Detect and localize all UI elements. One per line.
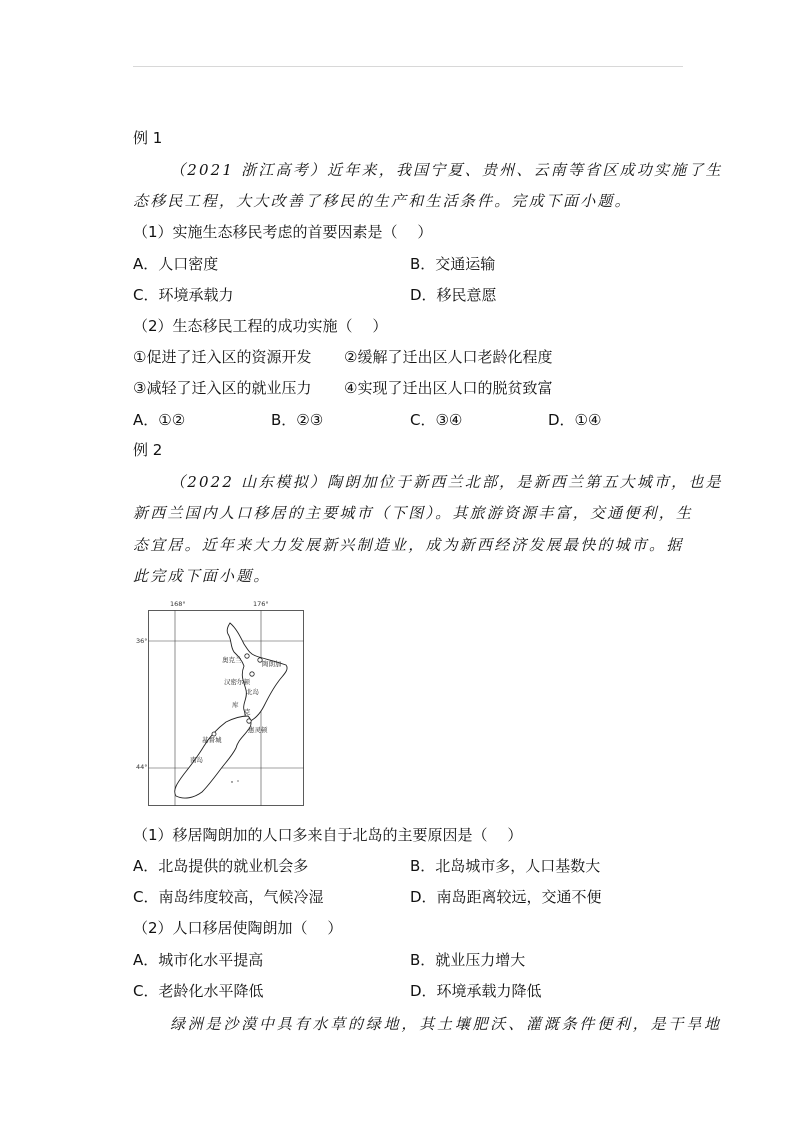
example-1-label: 例 1 [133,129,163,147]
ex1-q2-statement-2: ②缓解了迁出区人口老龄化程度 [344,348,553,366]
ex2-q2-option-c[interactable]: C．老龄化水平降低 [133,982,264,1000]
ex1-q1-option-b[interactable]: B．交通运输 [410,255,496,273]
ex2-q1-option-c[interactable]: C．南岛纬度较高，气候冷湿 [133,888,324,906]
example-2-label: 例 2 [133,441,163,459]
label-ke: 克 [244,708,251,716]
example-2-intro-line1: （2022 山东模拟）陶朗加位于新西兰北部，是新西兰第五大城市，也是 [170,473,723,491]
hamilton-marker [250,672,254,676]
ex2-q2-option-a[interactable]: A．城市化水平提高 [133,951,264,969]
example-1-intro-line2: 态移民工程，大大改善了移民的生产和生活条件。完成下面小题。 [133,192,632,210]
ex2-q1-option-d[interactable]: D．南岛距离较远，交通不便 [410,888,602,906]
map-lat-label-44: 44° [136,763,148,771]
wellington-marker [247,719,251,723]
map-lon-label-168: 168° [170,600,186,608]
ex1-q1-option-c[interactable]: C．环境承载力 [133,286,234,304]
map-lon-label-176: 176° [253,600,269,608]
ex2-q1-stem: （1）移居陶朗加的人口多来自于北岛的主要原因是（ ） [133,826,523,844]
map-frame [149,611,304,806]
ex1-q2-statement-1: ①促进了迁入区的资源开发 [133,348,312,366]
label-south-island: 南岛 [190,756,203,764]
new-zealand-map [148,610,304,806]
example-2-intro-line4: 此完成下面小题。 [133,567,271,585]
label-wellington: 惠灵顿 [248,726,268,734]
ex1-q1-stem: （1）实施生态移民考虑的首要因素是（ ） [133,223,433,241]
map-speck [237,780,238,781]
map-lat-label-36: 36° [136,637,148,645]
ex1-q2-statement-3: ③减轻了迁入区的就业压力 [133,379,312,397]
header-rule [133,66,683,67]
ex2-q2-option-d[interactable]: D．环境承载力降低 [410,982,542,1000]
ex2-q2-option-b[interactable]: B．就业压力增大 [410,951,526,969]
ex2-q2-stem: （2）人口移居使陶朗加（ ） [133,919,343,937]
label-north-island: 北岛 [246,688,259,696]
ex2-q1-option-a[interactable]: A．北岛提供的就业机会多 [133,857,309,875]
next-passage-text: 绿洲是沙漠中具有水草的绿地，其土壤肥沃、灌溉条件便利，是干旱地 [170,1015,722,1033]
ex1-q2-option-d[interactable]: D．①④ [548,411,602,429]
label-hamilton: 汉密尔顿 [224,678,250,686]
ex1-q1-option-d[interactable]: D．移民意愿 [410,286,497,304]
ex2-q1-option-b[interactable]: B．北岛城市多，人口基数大 [410,857,601,875]
auckland-marker [245,654,249,658]
label-auckland: 奥克兰 [222,656,242,664]
ex1-q1-option-a[interactable]: A．人口密度 [133,255,219,273]
example-1-intro-line1: （2021 浙江高考）近年来，我国宁夏、贵州、云南等省区成功实施了生 [170,161,723,179]
map-speck [231,781,232,782]
ex1-q2-stem: （2）生态移民工程的成功实施（ ） [133,317,388,335]
label-christchurch: 基督城 [202,736,222,744]
ex1-q2-statement-4: ④实现了迁出区人口的脱贫致富 [344,379,553,397]
map-svg [148,610,304,806]
example-2-intro-line2: 新西兰国内人口移居的主要城市（下图）。其旅游资源丰富，交通便利，生 [133,504,694,522]
ex1-q2-option-c[interactable]: C．③④ [410,411,463,429]
label-tauranga: 陶朗加 [262,660,282,668]
ex1-q2-option-b[interactable]: B．②③ [271,411,324,429]
ex1-q2-option-a[interactable]: A．①② [133,411,186,429]
label-ku: 库 [232,701,239,709]
example-2-intro-line3: 态宜居。近年来大力发展新兴制造业，成为新西经济发展最快的城市。据 [133,536,684,554]
